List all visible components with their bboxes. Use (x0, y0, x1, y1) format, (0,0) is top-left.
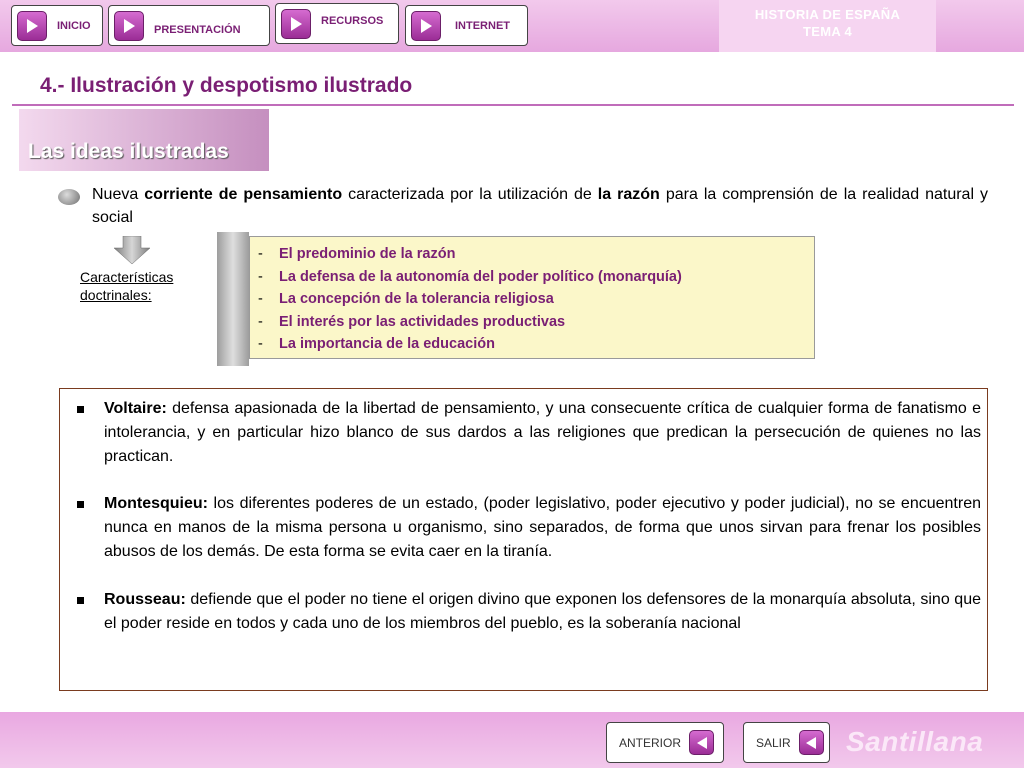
nav-button-presentacion[interactable] (108, 5, 270, 46)
feature-item: - El interés por las actividades productivas (258, 313, 566, 330)
nav-label: INICIO (57, 19, 91, 32)
play-icon (281, 9, 311, 39)
feature-item: - El predominio de la razón (258, 246, 456, 262)
page-title: 4.- Ilustración y despotismo ilustrado (40, 74, 413, 97)
intro-bold: corriente de pensamiento (144, 186, 343, 203)
nav-button-recursos[interactable] (275, 3, 399, 44)
back-arrow-icon (689, 730, 714, 755)
nav-label: INTERNET (455, 19, 510, 32)
feature-item: - La concepción de la tolerancia religiosa (258, 291, 554, 308)
intro-part: Nueva (92, 186, 145, 203)
characteristics-label-line: Características (80, 269, 174, 285)
thinker-description: defiende que el poder no tiene el origen divino que exponen los defensores de la monarquía absoluta, sino que el poder reside en todos y cada uno de los miembros del pueblo, es la soberanía nacional (104, 590, 981, 632)
feature-text: El interés por las actividades productivas (279, 313, 566, 330)
thinker-name: Rousseau: (104, 590, 186, 608)
characteristics-label-line: doctrinales: (80, 287, 152, 303)
feature-item: - La importancia de la educación (258, 336, 495, 353)
square-bullet-icon (77, 501, 84, 508)
course-name: HISTORIA DE ESPAÑA (754, 7, 901, 22)
bullet-icon (58, 189, 80, 205)
thinker-description: defensa apasionada de la libertad de pensamiento, y una consecuente crítica de cualquier forma de fanatismo e intolerancia, y en particular hizo blanco de sus dardos a las religiones que predican la persecución de quienes no las practican. (104, 400, 981, 465)
intro-text (92, 183, 988, 229)
feature-item: - La defensa de la autonomía del poder político (monarquía) (258, 268, 682, 285)
course-topic: TEMA 4 (803, 24, 852, 39)
decorative-side-bar (217, 232, 249, 366)
nav-button-internet[interactable] (405, 5, 528, 46)
thinker-item (70, 492, 981, 563)
section-header (19, 109, 269, 171)
intro-part: para la comprensión de la realidad natural y social (92, 186, 989, 226)
previous-label: ANTERIOR (619, 735, 682, 750)
nav-button-inicio[interactable] (11, 5, 103, 46)
previous-button[interactable] (606, 722, 724, 763)
square-bullet-icon (77, 597, 84, 604)
nav-label: RECURSOS (321, 14, 384, 27)
nav-label: PRESENTACIÓN (154, 23, 241, 36)
thinkers-box (59, 388, 988, 691)
characteristics-label (80, 268, 173, 304)
exit-button[interactable] (743, 722, 830, 763)
back-arrow-icon (799, 730, 824, 755)
course-brand-box (719, 0, 936, 52)
feature-text: La defensa de la autonomía del poder político (monarquía) (279, 268, 682, 285)
intro-part: caracterizada por la utilización de (342, 186, 598, 203)
title-divider (12, 104, 1014, 106)
play-icon (17, 11, 47, 41)
arrow-down-icon (112, 236, 152, 266)
thinker-item (70, 588, 981, 636)
exit-label: SALIR (756, 735, 791, 750)
square-bullet-icon (77, 406, 84, 413)
features-box (249, 236, 815, 359)
intro-bold: la razón (597, 186, 660, 203)
feature-text: La importancia de la educación (279, 336, 495, 353)
play-icon (114, 11, 144, 41)
thinker-description: los diferentes poderes de un estado, (poder legislativo, poder ejecutivo y poder judicial), no se encuentren nunca en manos de la misma persona u organismo, sino separados, de forma que unos sirvan para frenar los posibles abusos de los demás. De esta forma se evita caer en la tiranía. (104, 495, 981, 560)
thinker-name: Montesquieu: (104, 495, 208, 513)
feature-text: El predominio de la razón (279, 246, 456, 262)
play-icon (411, 11, 441, 41)
feature-text: La concepción de la tolerancia religiosa (279, 291, 554, 308)
section-title: Las ideas ilustradas (28, 140, 229, 163)
publisher-logo: Santillana (846, 726, 984, 757)
thinker-name: Voltaire: (104, 400, 167, 417)
thinker-item (70, 397, 981, 468)
